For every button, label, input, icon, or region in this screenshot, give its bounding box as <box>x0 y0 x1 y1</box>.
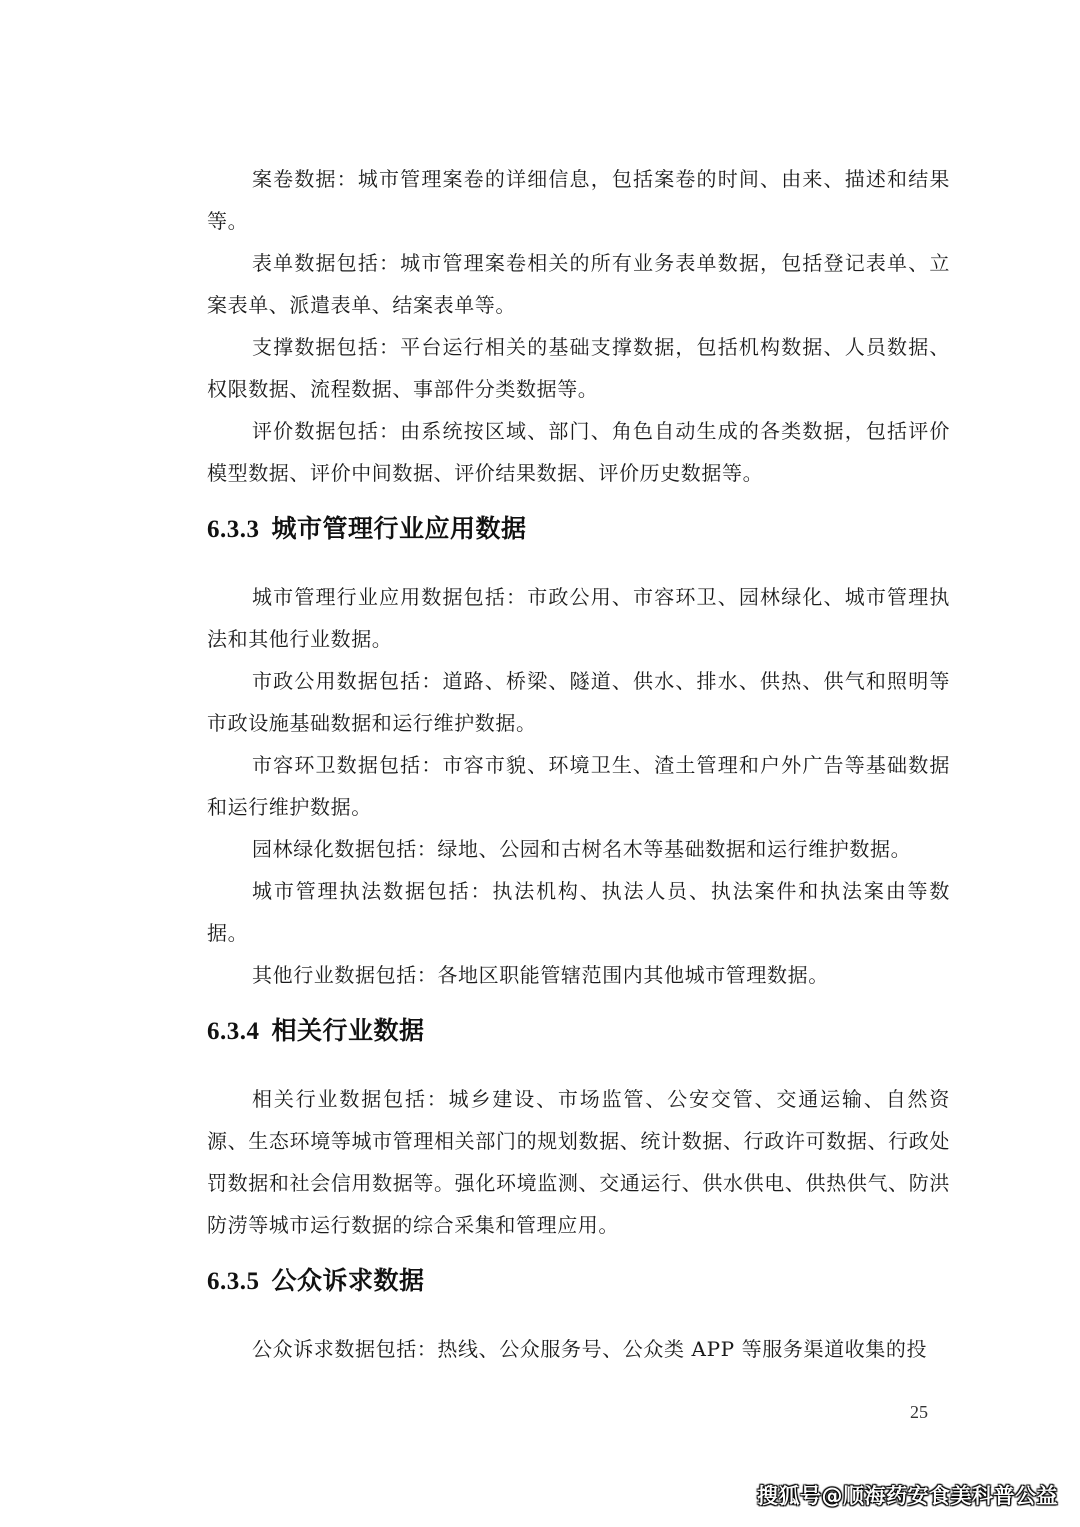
paragraph-form-data: 表单数据包括：城市管理案卷相关的所有业务表单数据，包括登记表单、立案表单、派遣表单、结案表单等。 <box>207 251 950 317</box>
heading-spacer <box>207 564 950 576</box>
paragraph-enforcement-data: 城市管理执法数据包括：执法机构、执法人员、执法案件和执法案由等数据。 <box>207 879 950 945</box>
section-number: 6.3.5 <box>207 1268 260 1295</box>
section-number: 6.3.3 <box>207 516 260 543</box>
page-number: 25 <box>910 1402 928 1422</box>
heading-spacer <box>207 1066 950 1078</box>
paragraph-public-appeal-data: 公众诉求数据包括：热线、公众服务号、公众类 APP 等服务渠道收集的投 <box>252 1337 928 1361</box>
source-watermark: 搜狐号@顺海药安食美科普公益 <box>757 1484 1058 1508</box>
section-title: 相关行业数据 <box>271 1016 425 1045</box>
paragraph-industry-overview: 城市管理行业应用数据包括：市政公用、市容环卫、园林绿化、城市管理执法和其他行业数据。 <box>207 585 950 651</box>
paragraph-sanitation-data: 市容环卫数据包括：市容市貌、环境卫生、渣土管理和户外广告等基础数据和运行维护数据。 <box>207 753 950 819</box>
section-number: 6.3.4 <box>207 1018 260 1045</box>
paragraph-support-data: 支撑数据包括：平台运行相关的基础支撑数据，包括机构数据、人员数据、权限数据、流程数据、事部件分类数据等。 <box>207 335 950 401</box>
paragraph-case-data: 案卷数据：城市管理案卷的详细信息，包括案卷的时间、由来、描述和结果等。 <box>207 167 950 233</box>
paragraph-related-industry-data: 相关行业数据包括：城乡建设、市场监管、公安交管、交通运输、自然资源、生态环境等城市管理相关部门的规划数据、统计数据、行政许可数据、行政处罚数据和社会信用数据等。强化环境监测、交通运行、供水供电、供热供气、防洪防涝等城市运行数据的综合采集和管理应用。 <box>207 1087 950 1237</box>
paragraph-municipal-data: 市政公用数据包括：道路、桥梁、隧道、供水、排水、供热、供气和照明等市政设施基础数据和运行维护数据。 <box>207 669 950 735</box>
paragraph-evaluation-data: 评价数据包括：由系统按区域、部门、角色自动生成的各类数据，包括评价模型数据、评价中间数据、评价结果数据、评价历史数据等。 <box>207 419 950 485</box>
section-heading-6-3-5 <box>207 1246 950 1316</box>
paragraph-landscaping-data: 园林绿化数据包括：绿地、公园和古树名木等基础数据和运行维护数据。 <box>252 837 912 861</box>
heading-spacer <box>207 1316 950 1328</box>
section-title: 公众诉求数据 <box>271 1266 425 1295</box>
section-heading-6-3-4 <box>207 996 950 1066</box>
page-content <box>207 158 950 1370</box>
paragraph-other-industry-data: 其他行业数据包括：各地区职能管辖范围内其他城市管理数据。 <box>252 963 829 987</box>
section-title: 城市管理行业应用数据 <box>271 514 527 543</box>
section-heading-6-3-3 <box>207 494 950 564</box>
